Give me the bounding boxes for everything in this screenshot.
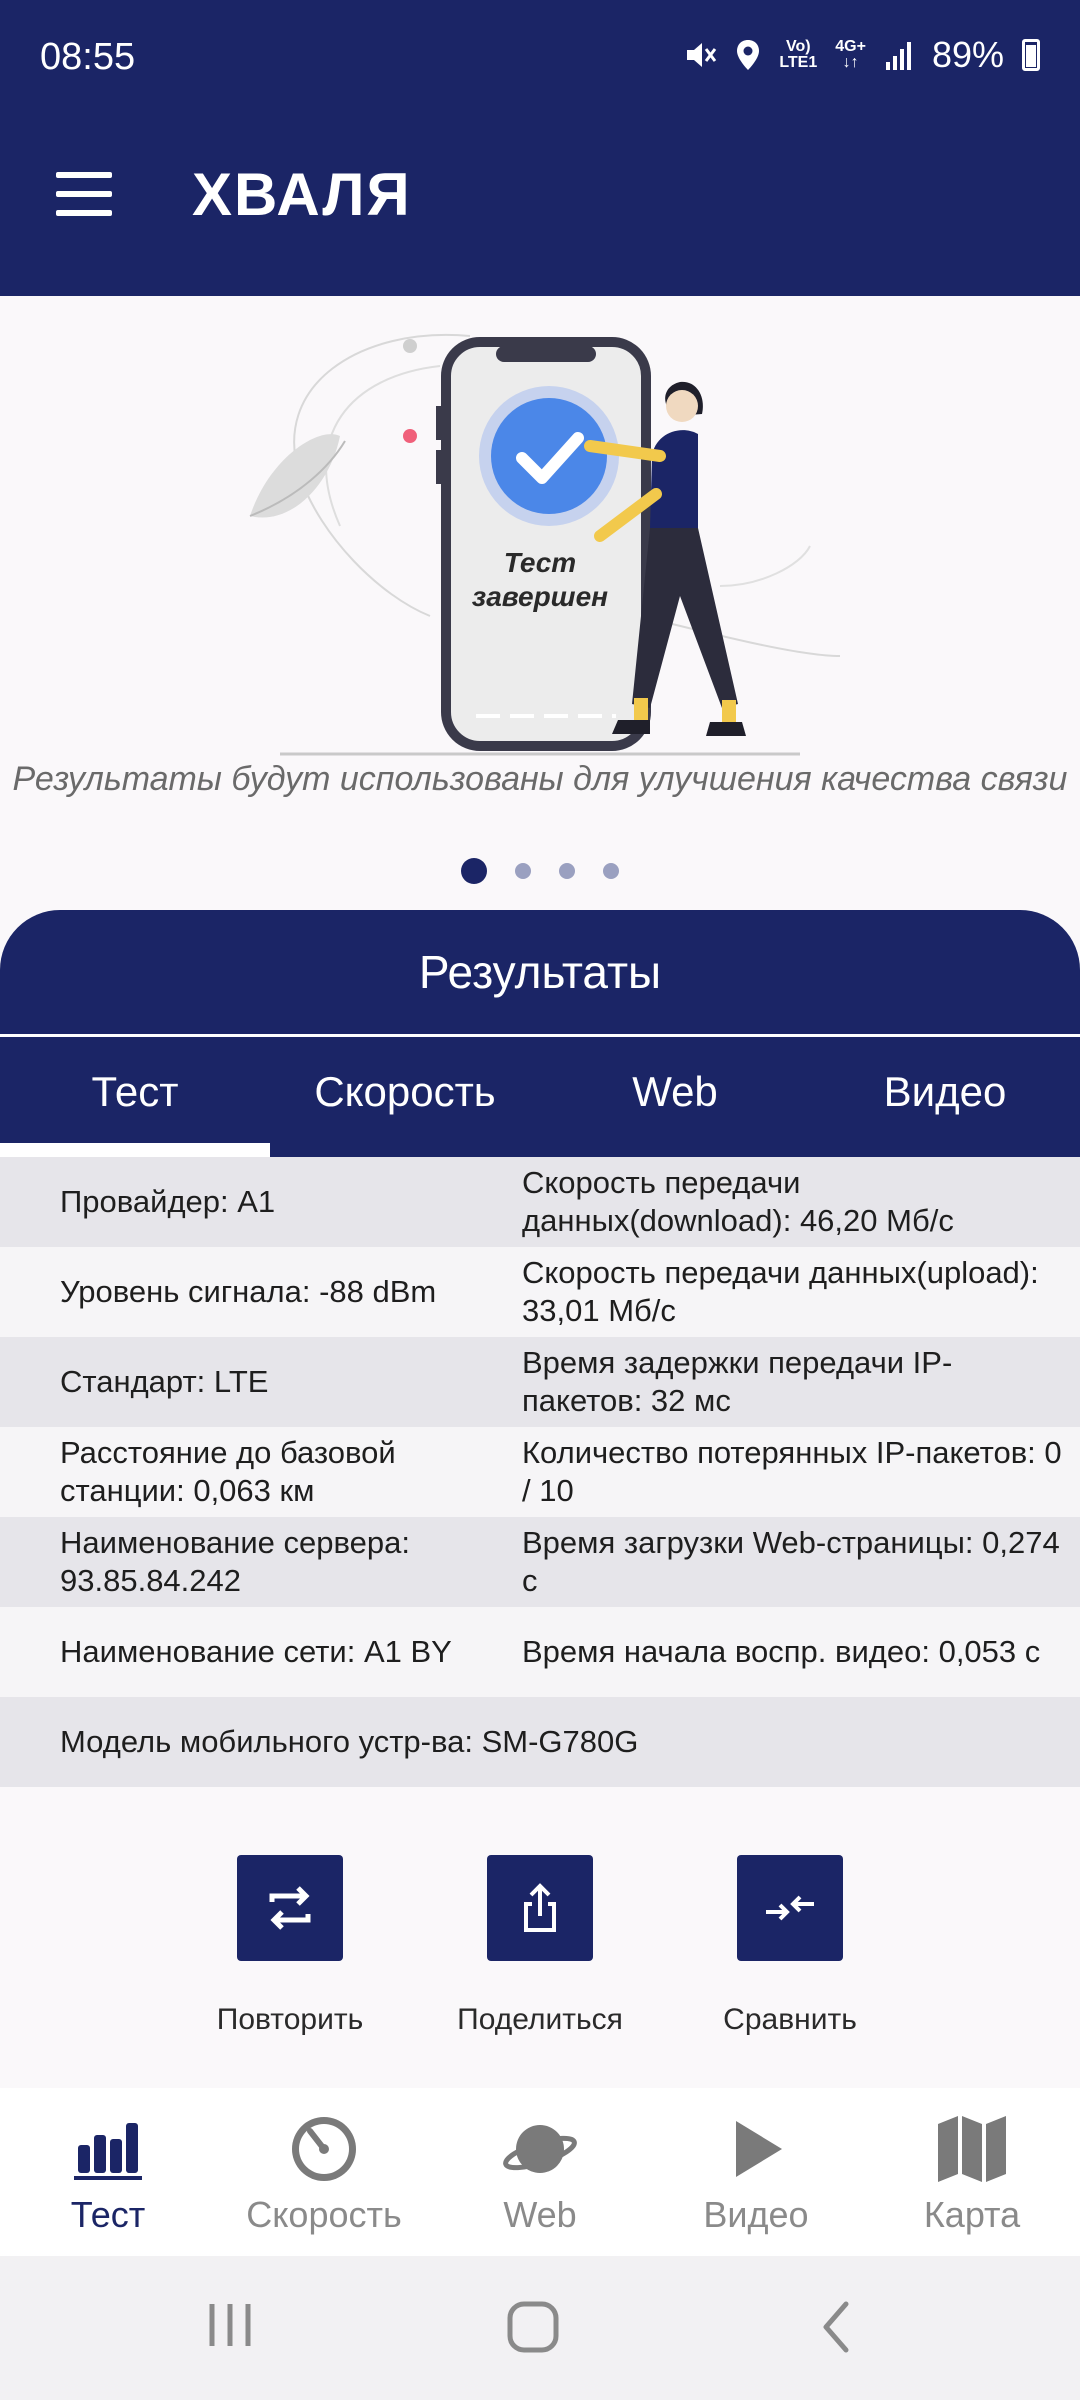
nav-web-label: Web bbox=[503, 2194, 577, 2235]
share-icon bbox=[510, 1878, 570, 1938]
result-web-load: Время загрузки Web-страницы: 0,274 с bbox=[522, 1525, 1060, 1598]
app-bar bbox=[0, 120, 1080, 296]
result-signal: Уровень сигнала: -88 dBm bbox=[60, 1274, 437, 1309]
menu-icon[interactable] bbox=[56, 172, 112, 216]
badge-line1: Тест bbox=[503, 547, 577, 578]
repeat-icon bbox=[260, 1878, 320, 1938]
table-row bbox=[0, 1427, 1080, 1517]
share-action[interactable] bbox=[430, 1855, 650, 2037]
bar-chart-icon bbox=[72, 2117, 144, 2181]
share-button[interactable] bbox=[487, 1855, 593, 1961]
nav-map-label: Карта bbox=[923, 2194, 1021, 2235]
compare-button[interactable] bbox=[737, 1855, 843, 1961]
result-device-model: Модель мобильного устр-ва: SM-G780G bbox=[60, 1724, 639, 1759]
network-type-indicator: 4G+ ↓↑ bbox=[835, 38, 866, 71]
planet-icon bbox=[502, 2113, 578, 2185]
bottom-nav bbox=[0, 2088, 1080, 2256]
results-title: Результаты bbox=[0, 910, 1080, 1034]
result-video-start: Время начала воспр. видео: 0,053 с bbox=[522, 1634, 1041, 1669]
table-row bbox=[0, 1157, 1080, 1247]
result-packet-loss: Количество потерянных IP-пакетов: 0 / 10 bbox=[522, 1435, 1062, 1508]
tab-video[interactable]: Видео bbox=[883, 1068, 1007, 1115]
results-tabs bbox=[0, 1037, 1080, 1157]
signal-icon bbox=[884, 40, 914, 70]
badge-line2: завершен bbox=[471, 581, 609, 612]
nav-speed-label: Скорость bbox=[246, 2194, 402, 2235]
volte-indicator: Vo) LTE1 bbox=[779, 38, 818, 71]
status-icons bbox=[683, 34, 1040, 76]
speedometer-icon bbox=[288, 2113, 360, 2185]
result-download: Скорость передачи данных(download): 46,20 Мб/с bbox=[522, 1165, 954, 1238]
carousel-dot-3[interactable] bbox=[559, 863, 575, 879]
hero-carousel[interactable] bbox=[0, 296, 1080, 916]
nav-test-label: Тест bbox=[70, 2194, 146, 2235]
result-provider: Провайдер: A1 bbox=[60, 1184, 276, 1219]
result-distance: Расстояние до базовой станции: 0,063 км bbox=[60, 1435, 396, 1508]
nav-speed[interactable] bbox=[216, 2088, 432, 2256]
tab-speed[interactable]: Скорость bbox=[314, 1068, 496, 1115]
table-row bbox=[0, 1697, 1080, 1787]
status-time: 08:55 bbox=[40, 36, 136, 78]
table-row bbox=[0, 1517, 1080, 1607]
result-standard: Стандарт: LTE bbox=[60, 1364, 269, 1399]
location-icon bbox=[735, 38, 761, 72]
compare-label: Сравнить bbox=[723, 2003, 857, 2036]
status-bar bbox=[0, 0, 1080, 120]
nav-map[interactable] bbox=[864, 2088, 1080, 2256]
repeat-label: Повторить bbox=[216, 2003, 364, 2036]
carousel-dot-4[interactable] bbox=[603, 863, 619, 879]
share-label: Поделиться bbox=[457, 2003, 623, 2036]
battery-percent: 89% bbox=[931, 34, 1004, 75]
battery-icon bbox=[1022, 39, 1040, 71]
system-nav-bar bbox=[0, 2256, 1080, 2400]
nav-video[interactable] bbox=[648, 2088, 864, 2256]
app-logo: ХВАЛЯ bbox=[192, 161, 412, 228]
nav-web[interactable] bbox=[432, 2088, 648, 2256]
hero-caption: Результаты будут использованы для улучшения качества связи bbox=[12, 760, 1068, 798]
carousel-dot-1[interactable] bbox=[461, 858, 487, 884]
carousel-dots[interactable] bbox=[0, 858, 1080, 884]
back-icon[interactable] bbox=[818, 2300, 854, 2354]
repeat-button[interactable] bbox=[237, 1855, 343, 1961]
action-bar bbox=[0, 1855, 1080, 2035]
compare-action[interactable] bbox=[680, 1855, 900, 2037]
nav-video-label: Видео bbox=[703, 2194, 809, 2235]
tab-web[interactable]: Web bbox=[632, 1068, 718, 1115]
nav-test[interactable] bbox=[0, 2088, 216, 2256]
result-server: Наименование сервера: 93.85.84.242 bbox=[60, 1525, 410, 1598]
carousel-dot-2[interactable] bbox=[515, 863, 531, 879]
play-icon bbox=[724, 2117, 788, 2181]
mute-icon bbox=[683, 38, 717, 72]
result-upload: Скорость передачи данных(upload): 33,01 Мб/с bbox=[522, 1255, 1039, 1328]
compare-icon bbox=[760, 1878, 820, 1938]
table-row bbox=[0, 1607, 1080, 1697]
test-complete-illustration bbox=[0, 296, 1080, 756]
results-table bbox=[0, 1157, 1080, 1787]
recent-apps-icon[interactable] bbox=[204, 2300, 256, 2350]
result-latency: Время задержки передачи IP-пакетов: 32 мс bbox=[522, 1345, 953, 1418]
repeat-action[interactable] bbox=[180, 1855, 400, 2037]
table-row bbox=[0, 1337, 1080, 1427]
table-row bbox=[0, 1247, 1080, 1337]
tab-test[interactable]: Тест bbox=[0, 1037, 270, 1157]
home-icon[interactable] bbox=[506, 2300, 560, 2354]
map-icon bbox=[936, 2114, 1008, 2184]
result-network-name: Наименование сети: A1 BY bbox=[60, 1634, 452, 1669]
